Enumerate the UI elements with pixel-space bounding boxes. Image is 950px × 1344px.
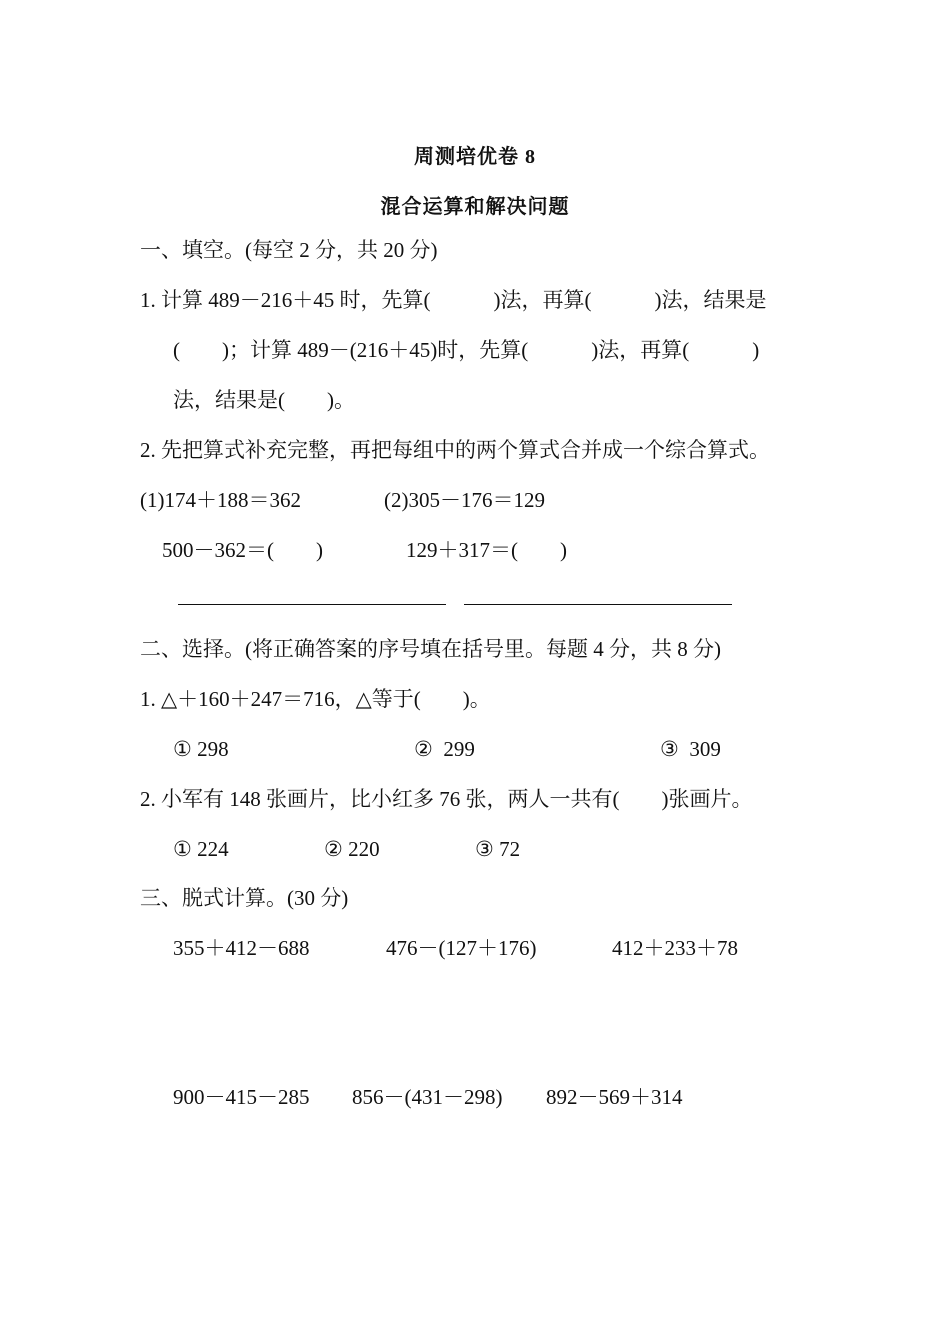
s1-q2-group1-line2: 500－362＝( ) <box>162 538 323 562</box>
page-title: 周测培优卷 8 <box>414 146 536 168</box>
s2-q2-option-1: ① 224 <box>173 837 229 861</box>
s2-q1-option-2: ② 299 <box>414 737 475 761</box>
section2-heading: 二、选择。(将正确答案的序号填在括号里。每题 4 分，共 8 分) <box>140 637 721 661</box>
s3-expression-2: 476－(127＋176) <box>386 936 537 960</box>
s2-q1-text: 1. △＋160＋247＝716，△等于( )。 <box>140 687 491 711</box>
section1-heading: 一、填空。(每空 2 分，共 20 分) <box>140 238 438 262</box>
s3-expression-5: 856－(431－298) <box>352 1085 503 1109</box>
s1-q1-line1: 1. 计算 489－216＋45 时，先算( )法，再算( )法，结果是 <box>140 288 767 312</box>
s2-q1-option-1: ① 298 <box>173 737 229 761</box>
s1-q2-group2-line1: (2)305－176＝129 <box>384 488 545 512</box>
s3-expression-6: 892－569＋314 <box>546 1085 683 1109</box>
s2-q2-option-3: ③ 72 <box>475 837 521 861</box>
s1-q1-line3: 法，结果是( )。 <box>173 388 355 412</box>
s2-q2-option-2: ② 220 <box>324 837 380 861</box>
s1-q2-group2-line2: 129＋317＝( ) <box>406 538 567 562</box>
section3-heading: 三、脱式计算。(30 分) <box>140 886 349 910</box>
s3-expression-4: 900－415－285 <box>173 1085 310 1109</box>
answer-line-group2 <box>464 604 732 605</box>
s3-expression-1: 355＋412－688 <box>173 936 310 960</box>
s3-expression-3: 412＋233＋78 <box>612 936 738 960</box>
answer-line-group1 <box>178 604 446 605</box>
s2-q2-text: 2. 小军有 148 张画片，比小红多 76 张，两人一共有( )张画片。 <box>140 787 753 811</box>
s2-q1-option-3: ③ 309 <box>660 737 721 761</box>
s1-q2-text: 2. 先把算式补充完整，再把每组中的两个算式合并成一个综合算式。 <box>140 438 770 462</box>
s1-q1-line2: ( )；计算 489－(216＋45)时，先算( )法，再算( ) <box>173 338 760 362</box>
page-subtitle: 混合运算和解决问题 <box>380 196 570 218</box>
s1-q2-group1-line1: (1)174＋188＝362 <box>140 488 301 512</box>
